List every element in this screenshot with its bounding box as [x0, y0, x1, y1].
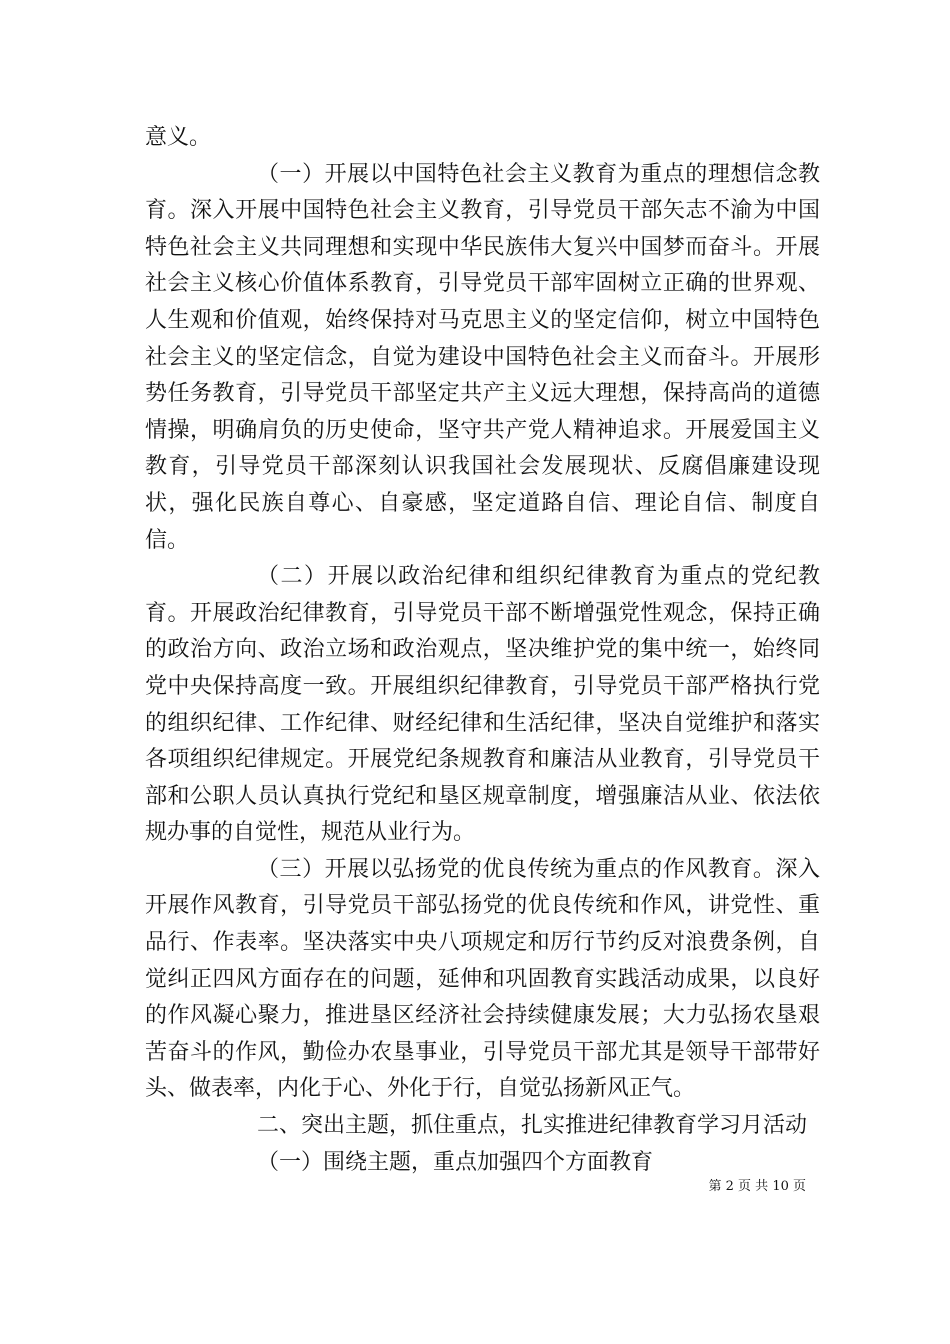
page-number-footer: 第 2 页 共 10 页	[708, 1179, 806, 1194]
document-body	[145, 120, 820, 1181]
subsection-heading-one: （一）围绕主题，重点加强四个方面教育	[257, 1149, 654, 1175]
section-heading-two: 二、突出主题，抓住重点，扎实推进纪律教育学习月活动	[257, 1113, 808, 1139]
paragraph-ideal-belief-education: （一）开展以中国特色社会主义教育为重点的理想信念教育。深入开展中国特色社会主义教育，引导党员干部矢志不渝为中国特色社会主义共同理想和实现中华民族伟大复兴中国梦而奋斗。开展社会主义核心价值体系教育，引导党员干部牢固树立正确的世界观、人生观和价值观，始终保持对马克思主义的坚定信仰，树立中国特色社会主义的坚定信念，自觉为建设中国特色社会主义而奋斗。开展形势任务教育，引导党员干部坚定共产主义远大理想，保持高尚的道德情操，明确肩负的历史使命，坚守共产党人精神追求。开展爱国主义教育，引导党员干部深刻认识我国社会发展现状、反腐倡廉建设现状，强化民族自尊心、自豪感，坚定道路自信、理论自信、制度自信。	[145, 161, 820, 553]
paragraph-continuation: 意义。	[145, 125, 212, 150]
paragraph-party-discipline-education: （二）开展以政治纪律和组织纪律教育为重点的党纪教育。开展政治纪律教育，引导党员干部不断增强党性观念，保持正确的政治方向、政治立场和政治观点，坚决维护党的集中统一，始终同党中央保持高度一致。开展组织纪律教育，引导党员干部严格执行党的组织纪律、工作纪律、财经纪律和生活纪律，坚决自觉维护和落实各项组织纪律规定。开展党纪条规教育和廉洁从业教育，引导党员干部和公职人员认真执行党纪和垦区规章制度，增强廉洁从业、依法依规办事的自觉性，规范从业行为。	[145, 564, 820, 846]
paragraph-work-style-education: （三）开展以弘扬党的优良传统为重点的作风教育。深入开展作风教育，引导党员干部弘扬党的优良传统和作风，讲党性、重品行、作表率。坚决落实中央八项规定和厉行节约反对浪费条例，自觉纠正四风方面存在的问题，延伸和巩固教育实践活动成果，以良好的作风凝心聚力，推进垦区经济社会持续健康发展；大力弘扬农垦艰苦奋斗的作风，勤俭办农垦事业，引导党员干部尤其是领导干部带好头、做表率，内化于心、外化于行，自觉弘扬新风正气。	[145, 856, 820, 1102]
